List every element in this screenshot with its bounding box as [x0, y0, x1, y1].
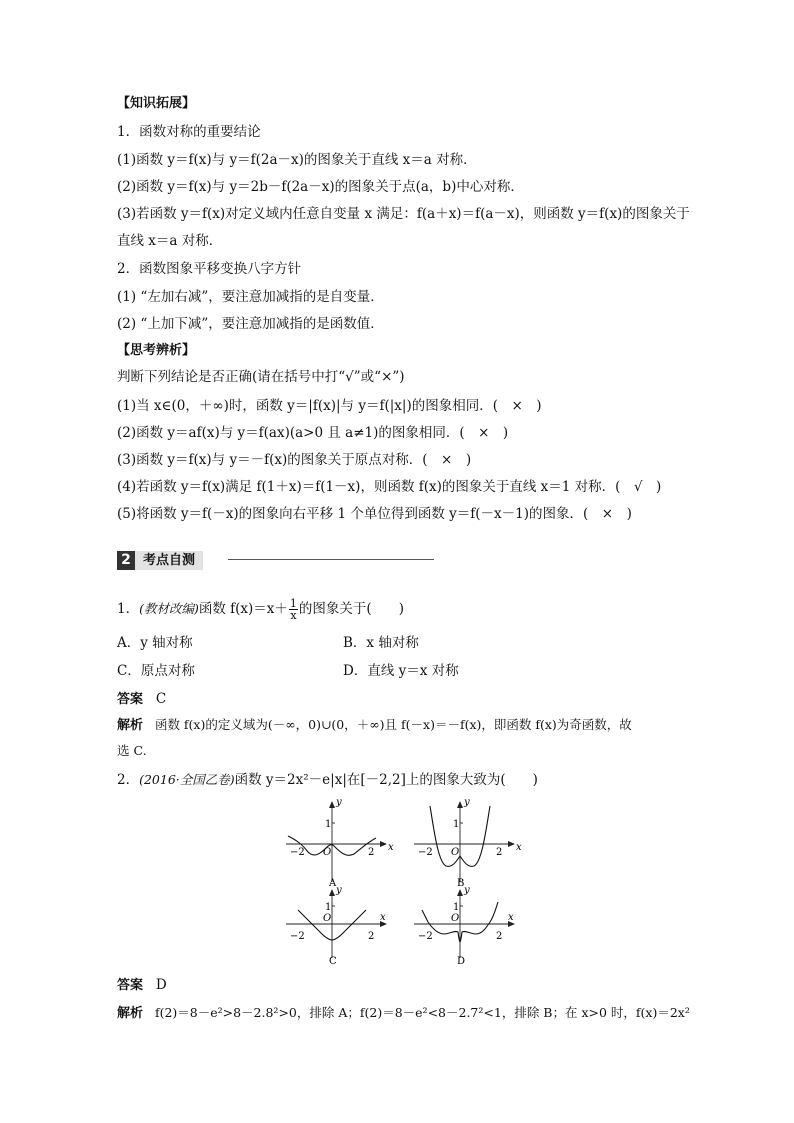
graph-a-y: y [336, 797, 342, 808]
q1-stem-b: 的图象关于( ) [298, 601, 404, 617]
graph-b-y: y [464, 797, 470, 808]
item1-title: 1．函数对称的重要结论 [117, 124, 261, 140]
graph-b [412, 797, 522, 896]
graph-d-one: 1 [453, 902, 460, 913]
q1-frac-den: x [290, 609, 297, 622]
graph-d [412, 885, 522, 972]
graph-a-svg [284, 797, 394, 892]
q1-answer-value: C [155, 691, 167, 707]
item2-line-1: (1) “左加右减”，要注意加减指的是自变量． [117, 289, 384, 305]
section-number: 2 [117, 551, 135, 570]
q1-option-b: B．x 轴对称 [343, 635, 419, 651]
item1-line-4: 直线 x＝a 对称． [117, 233, 223, 249]
item1-line-3: (3)若函数 y＝f(x)对定义域内任意自变量 x 满足：f(a＋x)＝f(a－x)，则函数 y＝f(x)的图象关于 [117, 206, 690, 222]
q1-analysis-line1: 函数 f(x)的定义域为(－∞，0)∪(0，＋∞)且 f(－x)＝－f(x)，即函数 f(x)为奇函数，故 [154, 717, 632, 732]
thinking-item-4: (4)若函数 y＝f(x)满足 f(1＋x)＝f(1－x)，则函数 f(x)的图象关于直线 x＝1 对称．( √ ) [117, 479, 662, 495]
graph-c-x: x [380, 912, 386, 923]
q2-stem [117, 770, 538, 790]
graph-d-neg2: −2 [418, 931, 433, 942]
q2-stem-text: 函数 y＝2x²－e|x|在[－2,2]上的图象大致为( ) [234, 772, 538, 788]
q1-stem [117, 598, 404, 621]
graph-a-x: x [388, 842, 394, 853]
graph-c-pos2: 2 [368, 931, 375, 942]
graph-b-x: x [516, 842, 522, 853]
q1-prefix: 1． [117, 601, 140, 617]
graph-a-one: 1 [325, 819, 332, 830]
graph-c-y: y [336, 885, 342, 896]
q1-analysis [117, 715, 632, 736]
graph-a-neg2: −2 [290, 847, 305, 858]
thinking-item-3: (3)函数 y＝f(x)与 y＝－f(x)的图象关于原点对称．( × ) [117, 452, 472, 468]
q2-prefix: 2． [117, 772, 140, 788]
graph-d-svg [412, 885, 522, 968]
graph-a-name: A [329, 878, 337, 889]
graph-c-name: C [329, 956, 337, 967]
graph-b-one: 1 [453, 819, 460, 830]
graph-b-pos2: 2 [496, 847, 503, 858]
q1-option-d: D．直线 y＝x 对称 [343, 663, 459, 679]
graph-a [284, 797, 394, 896]
graph-a-origin: O [323, 847, 332, 858]
graph-b-origin: O [451, 847, 460, 858]
item1-line-2: (2)函数 y＝f(x)与 y＝2b－f(2a－x)的图象关于点(a，b)中心对称． [117, 179, 524, 195]
graph-b-name: B [457, 878, 465, 889]
q1-answer-label: 答案 [117, 692, 144, 707]
graph-a-pos2: 2 [368, 847, 375, 858]
q2-answer-label: 答案 [117, 978, 144, 993]
graph-c [284, 885, 394, 972]
graph-d-y: y [464, 885, 470, 896]
q1-frac-num: 1 [289, 597, 297, 610]
thinking-item-2: (2)函数 y＝af(x)与 y＝f(ax)(a>0 且 a≠1)的图象相同．( × ) [117, 425, 509, 441]
thinking-heading: 【思考辨析】 [117, 343, 196, 358]
q2-analysis-label: 解析 [117, 1006, 144, 1021]
graph-d-origin: O [451, 913, 460, 924]
section-header [117, 550, 203, 570]
q1-option-a: A．y 轴对称 [117, 635, 193, 651]
knowledge-heading: 【知识拓展】 [117, 96, 196, 111]
graph-d-pos2: 2 [496, 931, 503, 942]
graph-c-origin: O [323, 913, 332, 924]
q1-option-c: C．原点对称 [117, 663, 195, 679]
graph-c-svg [284, 885, 394, 968]
q2-analysis [117, 1003, 690, 1024]
graph-b-neg2: −2 [418, 847, 433, 858]
q1-analysis-line2: 选 C. [117, 743, 147, 758]
item2-line-2: (2) “上加下减”，要注意加减指的是函数值． [117, 316, 384, 332]
q1-analysis-label: 解析 [117, 718, 144, 733]
item1-line-1: (1)函数 y＝f(x)与 y＝f(2a－x)的图象关于直线 x＝a 对称． [117, 152, 477, 168]
item2-title: 2．函数图象平移变换八字方针 [117, 261, 302, 277]
graph-b-svg [412, 797, 522, 892]
graph-d-name: D [457, 956, 466, 967]
thinking-item-1: (1)当 x∈(0，＋∞)时，函数 y＝|f(x)|与 y＝f(|x|)的图象相同．( × ) [117, 398, 542, 414]
graph-d-x: x [508, 912, 514, 923]
graph-c-one: 1 [325, 902, 332, 913]
thinking-intro: 判断下列结论是否正确(请在括号中打“√”或“×”) [117, 369, 405, 385]
graph-c-neg2: −2 [290, 931, 305, 942]
q1-stem-a: 函数 f(x)＝x＋ [198, 601, 288, 617]
q1-fraction [289, 598, 298, 621]
q1-answer [117, 689, 166, 710]
q2-answer [117, 975, 167, 996]
q2-answer-value: D [155, 977, 167, 993]
q2-analysis-line1: f(2)＝8－e²>8－2.8²>0，排除 A；f(2)＝8－e²<8－2.7²<1，排除 B；在 x>0 时，f(x)＝2x² [154, 1005, 690, 1020]
thinking-item-5: (5)将函数 y＝f(－x)的图象向右平移 1 个单位得到函数 y＝f(－x－1)的图象．( × ) [117, 506, 632, 522]
q1-source: (教材改编) [139, 601, 199, 616]
section-rule [228, 559, 434, 560]
q2-source: (2016·全国乙卷) [139, 772, 235, 787]
section-title: 考点自测 [135, 551, 203, 570]
